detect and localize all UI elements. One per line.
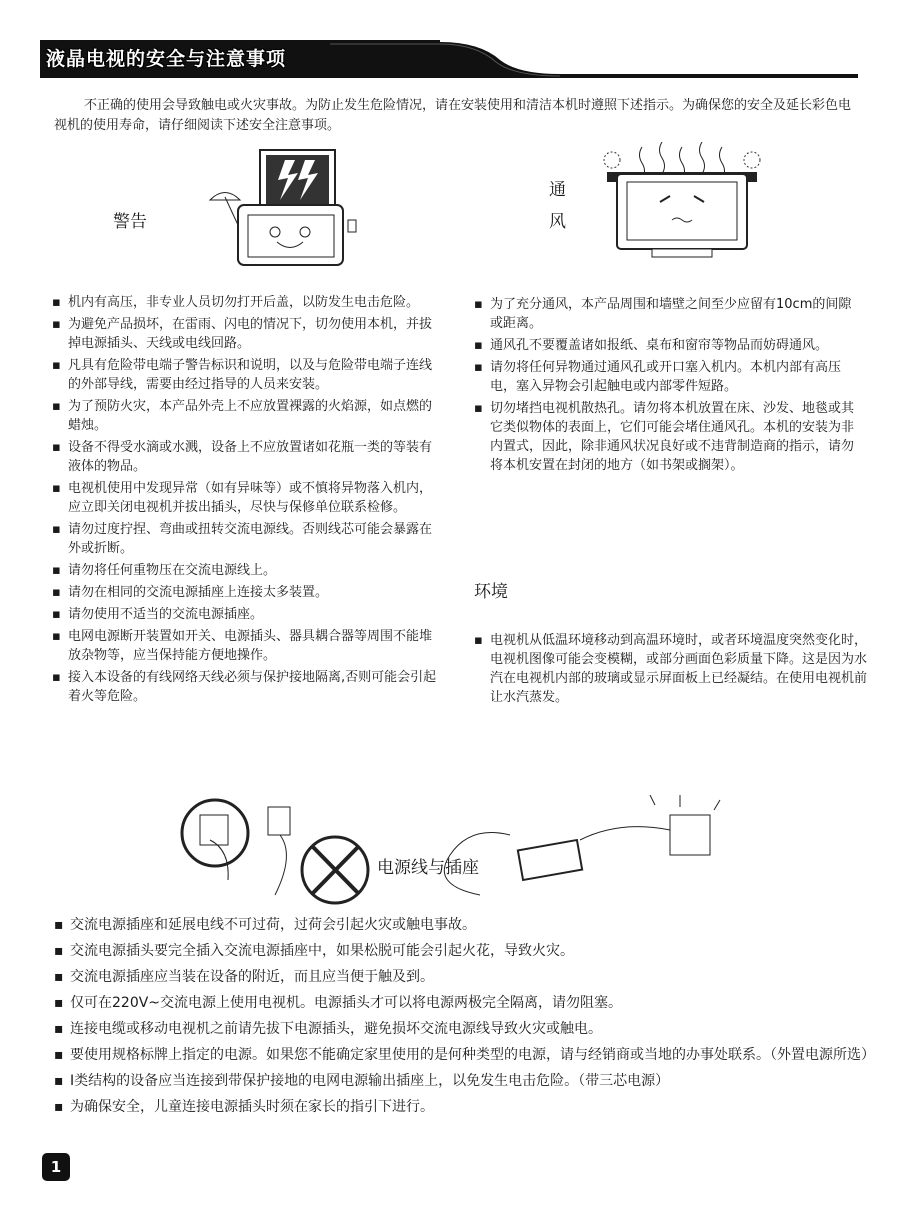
list-item: ▪ 设备不得受水滴或水溅，设备上不应放置诸如花瓶一类的等装有液体的物品。 [52, 440, 433, 474]
list-item: ▪ 电视机从低温环境移动到高温环境时，或者环境温度突然变化时，电视机图像可能会变模糊，或部分画面色彩质量下降。这是因为水汽在电视机内部的玻璃或显示屏面板上已经凝结。在使用电视机前让水汽蒸发。 [474, 633, 868, 705]
list-item: ▪ 连接电缆或移动电视机之前请先拔下电源插头，避免损坏交流电源线导致火灾或触电。 [54, 1021, 602, 1037]
list-item: ▪ 交流电源插头要完全插入交流电源插座中，如果松脱可能会引起火花，导致火灾。 [54, 943, 574, 959]
list-item: ▪ 为确保安全，儿童连接电源插头时须在家长的指引下进行。 [54, 1099, 434, 1115]
list-item: ▪ 接入本设备的有线网络天线必须与保护接地隔离,否则可能会引起着火等危险。 [52, 670, 437, 704]
list-item: ▪ 请勿过度拧捏、弯曲或扭转交流电源线。否则线芯可能会暴露在外或折断。 [52, 522, 433, 556]
page-title: 液晶电视的安全与注意事项 [46, 48, 287, 70]
list-item: ▪ 要使用规格标牌上指定的电源。如果您不能确定家里使用的是何种类型的电源，请与经销商或当地的办事处联系。（外置电源所选） [54, 1047, 875, 1063]
list-item: ▪ 凡具有危险带电端子警告标识和说明，以及与危险带电端子连线的外部导线，需要由经过指导的人员来安装。 [52, 358, 433, 392]
list-item: ▪ 电网电源断开装置如开关、电源插头、器具耦合器等周围不能堆放杂物等，应当保持能方便地操作。 [52, 629, 433, 663]
list-item: ▪ 机内有高压，非专业人员切勿打开后盖，以防发生电击危险。 [52, 295, 420, 310]
list-item: ▪ 电视机使用中发现异常（如有异味等）或不慎将异物落入机内，应立即关闭电视机并拔出插头，尽快与保修单位联系检修。 [52, 481, 433, 515]
ventilation-label-2: 风 [549, 212, 566, 232]
page-number: 1 [42, 1153, 70, 1181]
warning-list [52, 293, 444, 709]
list-item: ▪ 请勿在相同的交流电源插座上连接太多装置。 [52, 585, 329, 600]
warning-tv-illustration [200, 145, 360, 275]
list-item: ▪ 交流电源插座应当装在设备的附近，而且应当便于触及到。 [54, 969, 434, 985]
list-item: ▪ 请勿使用不适当的交流电源插座。 [52, 607, 264, 622]
environment-title: 环境 [474, 582, 508, 602]
ventilation-label-1: 通 [549, 180, 566, 200]
list-item: ▪ 为了充分通风，本产品周围和墙壁之间至少应留有10cm的间隙或距离。 [474, 297, 852, 331]
ventilation-tv-illustration [592, 142, 772, 267]
environment-list [474, 631, 870, 710]
intro-paragraph: 不正确的使用会导致触电或火灾事故。为防止发生危险情况，请在安装使用和清洁本机时遵照下述指示。为确保您的安全及延长彩色电视机的使用寿命，请仔细阅读下述安全注意事项。 [54, 98, 852, 133]
power-label: 电源线与插座 [377, 858, 479, 878]
list-item: ▪ 为避免产品损坏，在雷雨、闪电的情况下，切勿使用本机，并拔掉电源插头、天线或电线回路。 [52, 317, 433, 351]
warning-label: 警告 [113, 212, 147, 232]
list-item: ▪ 交流电源插座和延展电线不可过荷，过荷会引起火灾或触电事故。 [54, 917, 476, 933]
list-item: ▪ 请勿将任何异物通过通风孔或开口塞入机内。本机内部有高压电，塞入异物会引起触电或内部零件短路。 [474, 360, 842, 394]
list-item: ▪ 切勿堵挡电视机散热孔。请勿将本机放置在床、沙发、地毯或其它类似物体的表面上，它们可能会堵住通风孔。本机的安装为非内置式，因此，除非通风状况良好或不违背制造商的指示，请勿将本机安置在封闭的地方（如书架或搁架）。 [474, 401, 855, 473]
list-item: ▪ 通风孔不要覆盖诸如报纸、桌布和窗帘等物品而妨碍通风。 [474, 338, 829, 353]
list-item: ▪ Ⅰ类结构的设备应当连接到带保护接地的电网电源输出插座上，以免发生电击危险。（带三芯电源） [54, 1073, 670, 1089]
power-list [54, 914, 874, 1122]
list-item: ▪ 仅可在220V~交流电源上使用电视机。电源插头才可以将电源两极完全隔离，请勿阻塞。 [54, 995, 623, 1011]
list-item: ▪ 请勿将任何重物压在交流电源线上。 [52, 563, 277, 578]
list-item: ▪ 为了预防火灾，本产品外壳上不应放置裸露的火焰源，如点燃的蜡烛。 [52, 399, 433, 433]
ventilation-list [474, 295, 864, 478]
